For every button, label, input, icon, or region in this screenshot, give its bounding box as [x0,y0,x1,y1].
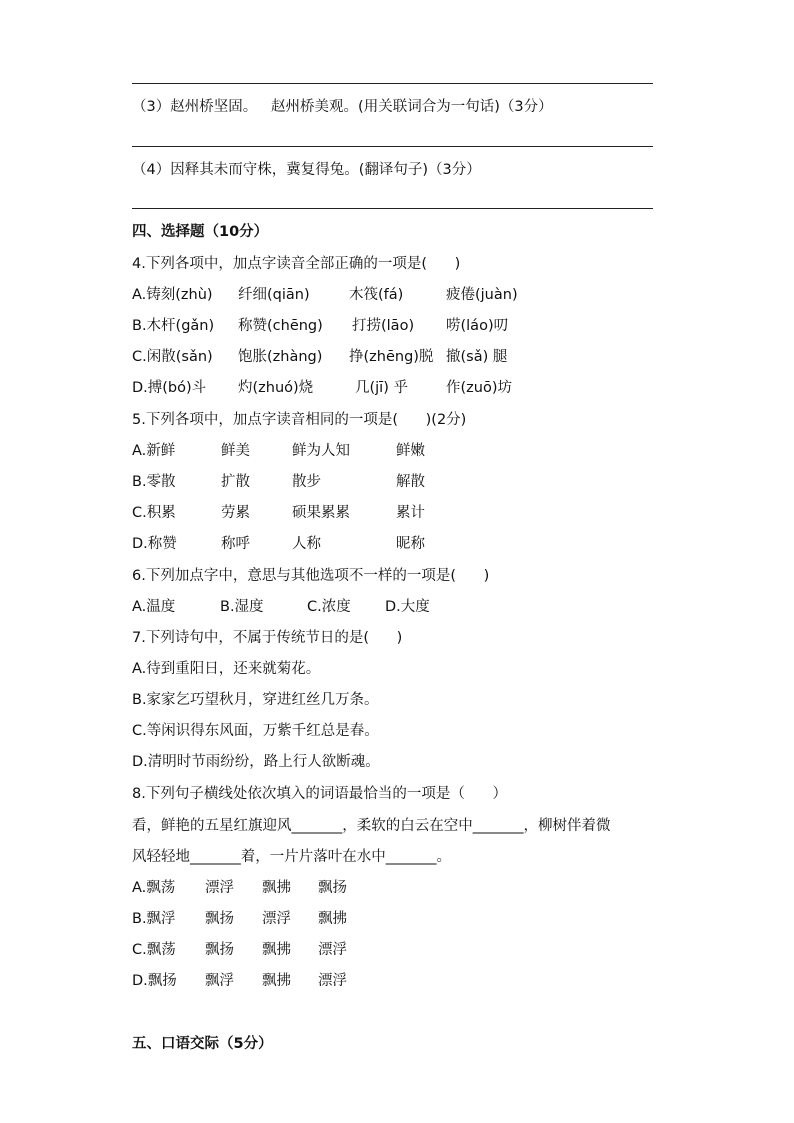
q7-option-b: B.家家乞巧望秋月，穿进红丝几万条。 [132,692,379,708]
q6-stem: 6.下列加点字中，意思与其他选项不一样的一项是( ) [132,568,490,584]
answer-line [132,208,653,209]
q8-passage-line-1: 看，鲜艳的五星红旗迎风_______，柔软的白云在空中_______，柳树伴着微 [132,818,611,834]
section-4-heading: 四、选择题（10分） [132,224,269,240]
answer-line [132,83,653,84]
q7-option-d: D.清明时节雨纷纷，路上行人欲断魂。 [132,754,380,770]
question-4-translate-text: （4）因释其未而守株，冀复得兔。(翻译句子)（3分） [132,162,481,178]
q7-stem: 7.下列诗句中，不属于传统节日的是( ) [132,630,403,646]
q4-stem: 4.下列各项中，加点字读音全部正确的一项是( ) [132,256,461,272]
section-5-heading: 五、口语交际（5分） [132,1036,273,1052]
q8-stem: 8.下列句子横线处依次填入的词语最恰当的一项是（ ） [132,786,507,802]
q7-option-a: A.待到重阳日，还来就菊花。 [132,661,321,677]
q5-stem: 5.下列各项中，加点字读音相同的一项是( )(2分) [132,412,467,428]
q7-option-c: C.等闲识得东风面，万紫千红总是春。 [132,723,379,739]
q8-passage-line-2: 风轻轻地_______着，一片片落叶在水中_______。 [132,849,451,865]
answer-line [132,146,653,147]
question-3-text: （3）赵州桥坚固。 赵州桥美观。(用关联词合为一句话)（3分） [132,99,553,115]
